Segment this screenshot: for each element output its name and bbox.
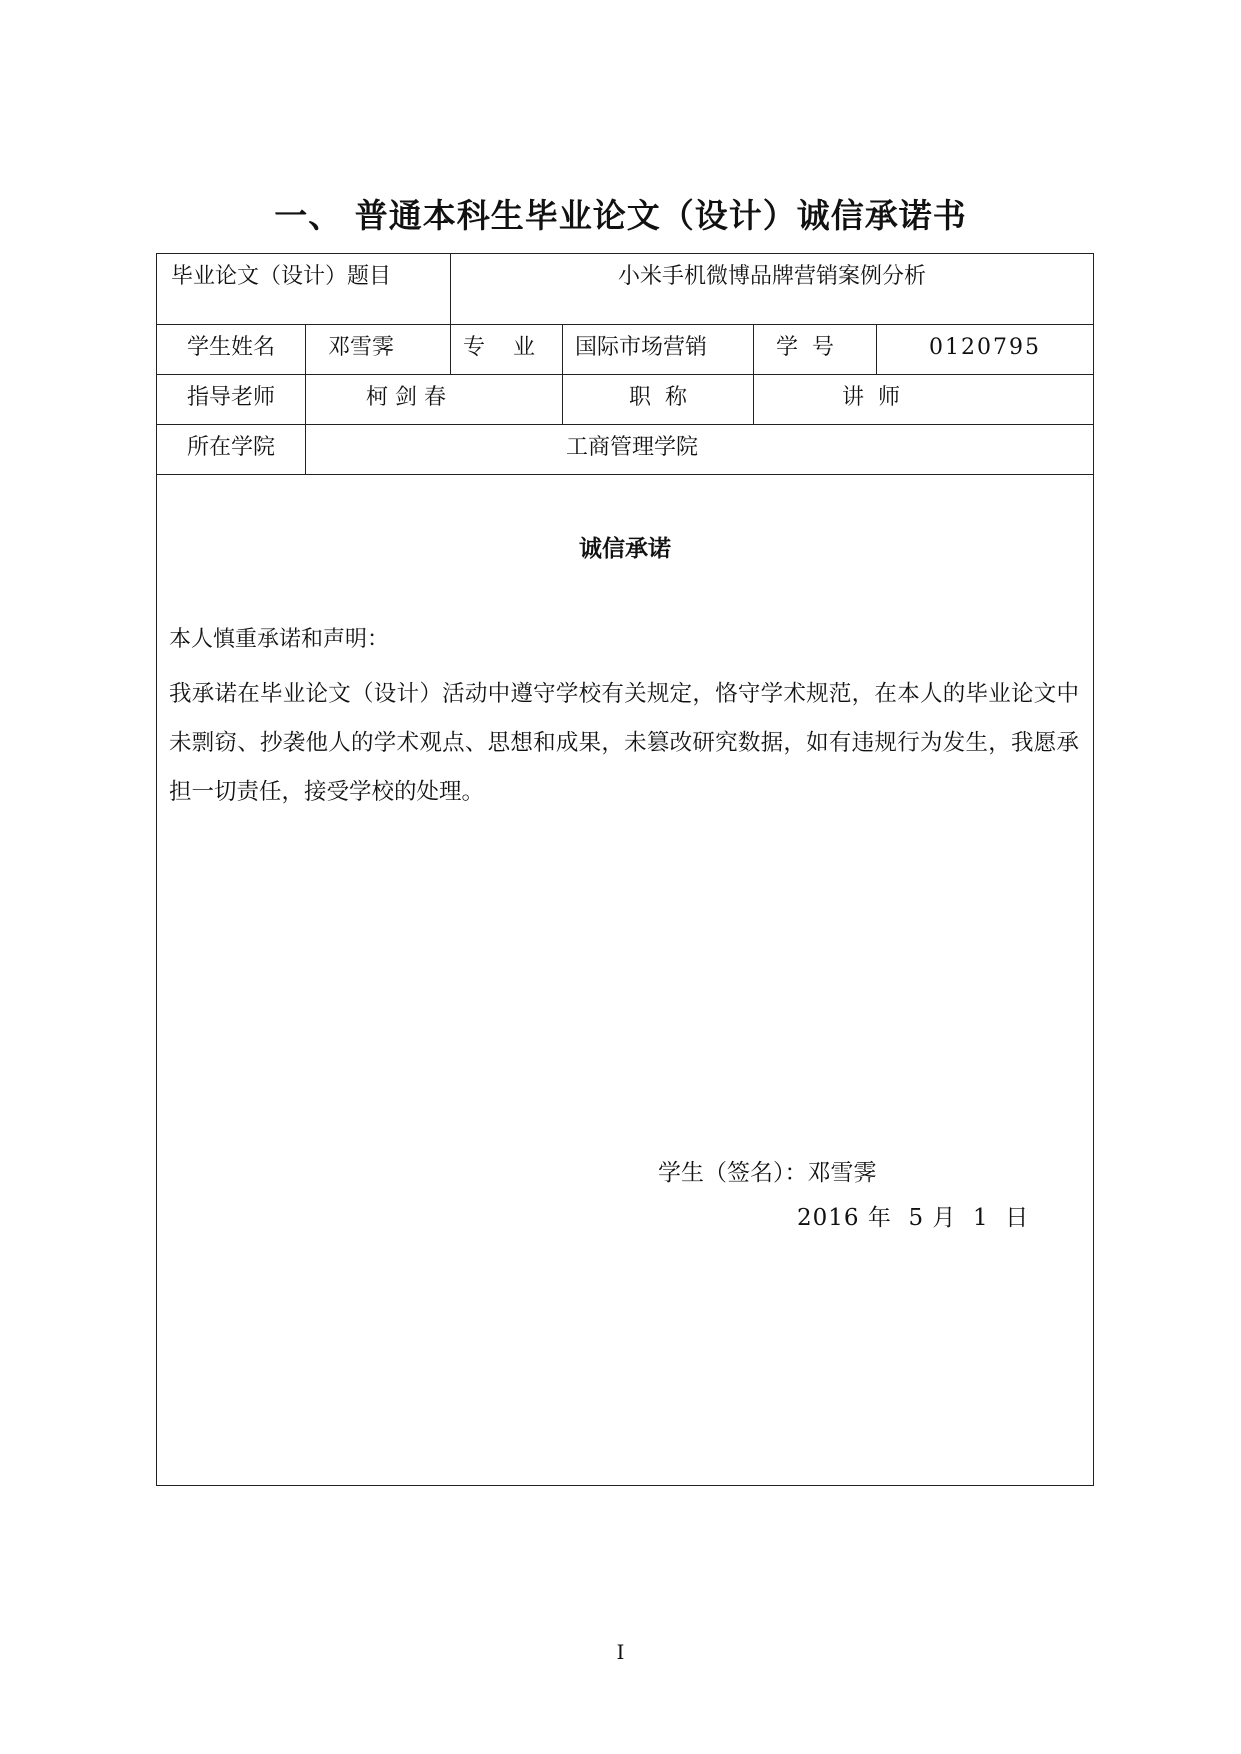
- topic-label: 毕业论文（设计）题目: [171, 264, 392, 289]
- rank-label-cell: [563, 375, 754, 425]
- pledge-body: 我承诺在毕业论文（设计）活动中遵守学校有关规定，恪守学术规范，在本人的毕业论文中未剽窃、抄袭他人的学术观点、思想和成果，未篡改研究数据，如有违规行为发生，我愿承担一切责任，接受学校的处理。: [169, 681, 1079, 805]
- date-line: 2016 年 5 月 1 日: [797, 1205, 1030, 1231]
- rank-label: 职 称: [629, 385, 688, 410]
- pledge-heading: 诚信承诺: [579, 536, 672, 562]
- major-value-cell: [563, 325, 754, 375]
- advisor-label-cell: [157, 375, 306, 425]
- rank-value: 讲 师: [842, 385, 901, 410]
- topic-value-cell: [451, 254, 1094, 325]
- name-label: 学生姓名: [186, 335, 275, 360]
- student-row: [157, 325, 1094, 375]
- pledge-row: [157, 475, 1094, 1486]
- major-value: 国际市场营销: [575, 335, 708, 360]
- advisor-row: [157, 375, 1094, 425]
- signature-line: 学生（签名）：邓雪霁: [658, 1160, 877, 1186]
- id-value-cell: [877, 325, 1094, 375]
- pledge-cell: [157, 475, 1094, 1486]
- topic-label-cell: [157, 254, 451, 325]
- college-value: 工商管理学院: [566, 435, 699, 460]
- id-label-cell: [754, 325, 877, 375]
- id-value: 0120795: [929, 335, 1041, 360]
- topic-row: [157, 254, 1094, 325]
- pledge-intro: 本人慎重承诺和声明：: [169, 627, 390, 652]
- name-label-cell: [157, 325, 306, 375]
- topic-value: 小米手机微博品牌营销案例分析: [618, 264, 927, 289]
- rank-value-cell: [754, 375, 1094, 425]
- advisor-value-cell: [306, 375, 563, 425]
- name-value: 邓雪霁: [328, 335, 395, 360]
- major-label: 专 业: [463, 335, 535, 360]
- college-label-cell: [157, 425, 306, 475]
- college-label: 所在学院: [186, 435, 275, 460]
- advisor-label: 指导老师: [186, 385, 275, 410]
- name-value-cell: [306, 325, 451, 375]
- id-label: 学 号: [776, 335, 835, 360]
- college-row: [157, 425, 1094, 475]
- pledge-form-table: [156, 253, 1094, 1486]
- page-title: 一、 普通本科生毕业论文（设计）诚信承诺书: [274, 196, 967, 235]
- major-label-cell: [451, 325, 563, 375]
- page-number: I: [616, 1640, 625, 1664]
- advisor-value: 柯 剑 春: [366, 385, 446, 410]
- college-value-cell: [306, 425, 1094, 475]
